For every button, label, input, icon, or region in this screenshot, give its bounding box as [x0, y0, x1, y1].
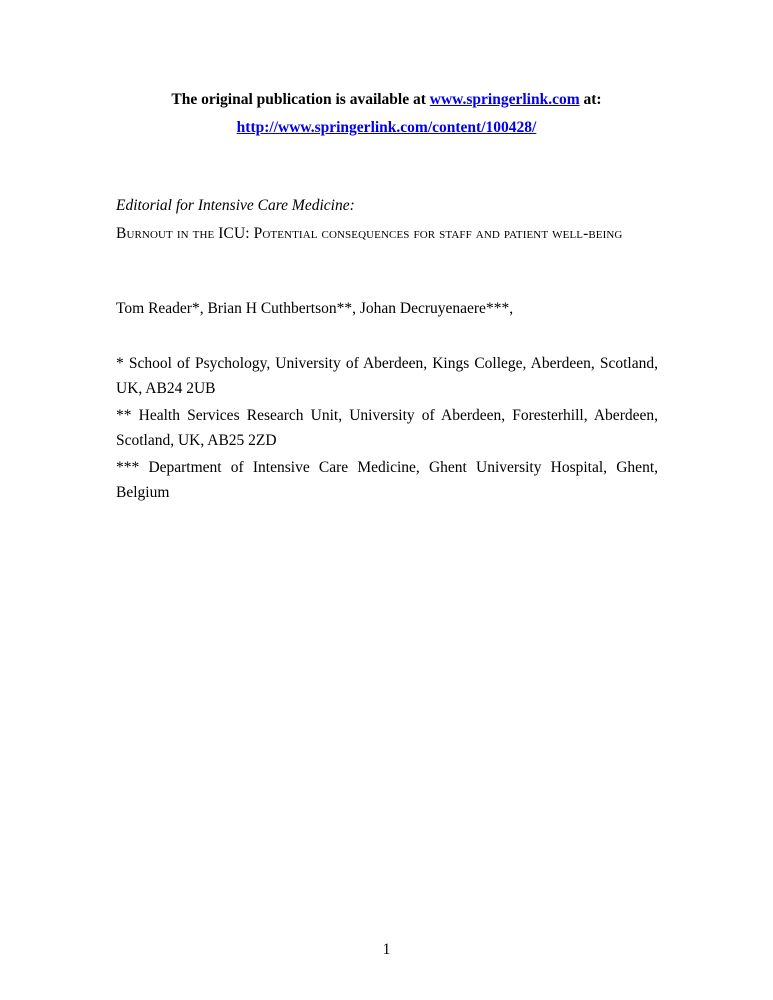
page-number: 1 — [382, 941, 391, 958]
publication-notice-suffix: at: — [579, 91, 602, 108]
affiliation-2: ** Health Services Research Unit, University of Aberdeen, Foresterhill, Aberdeen, Scotland, UK, AB25 2ZD — [116, 407, 658, 449]
editorial-label: Editorial for Intensive Care Medicine: — [116, 197, 355, 214]
author-list: Tom Reader*, Brian H Cuthbertson**, Johan Decruyenaere***, — [116, 300, 514, 317]
publication-notice-prefix: The original publication is available at — [171, 91, 430, 108]
springerlink-content-link[interactable]: http://www.springerlink.com/content/100428/ — [236, 119, 537, 136]
affiliation-1: * School of Psychology, University of Aberdeen, Kings College, Aberdeen, Scotland, UK, AB24 2UB — [116, 355, 658, 397]
publication-notice — [0, 90, 773, 110]
affiliation-3: *** Department of Intensive Care Medicine, Ghent University Hospital, Ghent, Belgium — [116, 459, 658, 501]
paper-title: Burnout in the ICU: Potential consequences for staff and patient well-being — [116, 225, 623, 242]
publication-url-line — [0, 118, 773, 138]
springerlink-home-link[interactable]: www.springerlink.com — [429, 91, 580, 108]
